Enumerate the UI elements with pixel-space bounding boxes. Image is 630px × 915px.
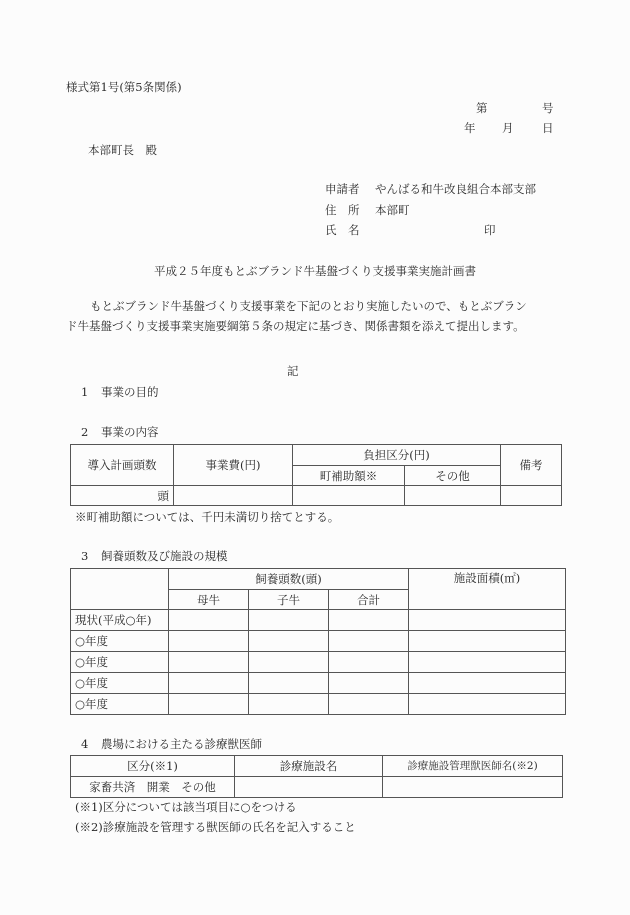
calf-cell[interactable] — [249, 652, 329, 673]
name-label: 氏 名 — [325, 223, 360, 237]
address-value: 本部町 — [375, 203, 410, 217]
facility-area-cell[interactable] — [409, 673, 566, 694]
project-cost-cell[interactable] — [174, 486, 293, 506]
row-label: 現状(平成○年) — [71, 610, 169, 631]
row-label: ○年度 — [71, 673, 169, 694]
ki-heading: 記 — [287, 364, 299, 378]
header-clinic-name: 診療施設名 — [235, 756, 383, 777]
header-category: 区分(※1) — [71, 756, 235, 777]
category-options[interactable]: 家畜共済 開業 その他 — [71, 777, 235, 798]
date-month-label: 月 — [502, 121, 514, 135]
total-cell[interactable] — [329, 673, 409, 694]
total-cell[interactable] — [329, 631, 409, 652]
town-subsidy-cell[interactable] — [293, 486, 405, 506]
calf-cell[interactable] — [249, 610, 329, 631]
seal-mark: 印 — [484, 223, 496, 237]
row-label: ○年度 — [71, 652, 169, 673]
section-2-title: 事業の内容 — [101, 425, 159, 439]
header-calf: 子牛 — [249, 590, 329, 610]
section-1-title: 事業の目的 — [101, 385, 159, 399]
facility-area-cell[interactable] — [409, 694, 566, 715]
header-project-cost: 事業費(円) — [174, 445, 293, 486]
facility-area-cell[interactable] — [409, 610, 566, 631]
total-cell[interactable] — [329, 610, 409, 631]
header-town-subsidy: 町補助額※ — [293, 466, 405, 486]
note-2: (※2)診療施設を管理する獣医師の氏名を記入すること — [75, 820, 356, 834]
document-title: 平成２５年度もとぶブランド牛基盤づくり支援事業実施計画書 — [154, 264, 476, 278]
table-row — [71, 631, 566, 652]
note-1: (※1)区分については該当項目に○をつける — [75, 800, 297, 814]
header-burden-division: 負担区分(円) — [293, 445, 501, 466]
date-year-label: 年 — [464, 121, 476, 135]
header-intro-heads: 導入計画頭数 — [71, 445, 174, 486]
header-other: その他 — [405, 466, 501, 486]
form-number: 様式第1号(第5条関係) — [66, 80, 182, 94]
table-row — [71, 673, 566, 694]
clinic-name-cell[interactable] — [235, 777, 383, 798]
document-number-suffix: 号 — [542, 101, 554, 115]
header-mother-cow: 母牛 — [169, 590, 249, 610]
veterinarian-table — [70, 755, 563, 798]
mother-cow-cell[interactable] — [169, 610, 249, 631]
mother-cow-cell[interactable] — [169, 631, 249, 652]
town-subsidy-note: ※町補助額については、千円未満切り捨てとする。 — [75, 510, 340, 524]
total-cell[interactable] — [329, 652, 409, 673]
applicant-value: やんばる和牛改良組合本部支部 — [375, 182, 536, 196]
applicant-label: 申請者 — [325, 182, 360, 196]
section-2-number: 2 — [81, 425, 89, 439]
heads-unit: 頭 — [157, 488, 169, 503]
section-4-number: 4 — [81, 737, 89, 751]
managing-vet-name-cell[interactable] — [383, 777, 563, 798]
calf-cell[interactable] — [249, 631, 329, 652]
section-4-title: 農場における主たる診療獣医師 — [101, 737, 262, 751]
heads-cell[interactable] — [71, 486, 174, 506]
document-number-prefix: 第 — [476, 101, 488, 115]
table-row — [71, 694, 566, 715]
facility-area-cell[interactable] — [409, 652, 566, 673]
livestock-facility-table — [70, 568, 566, 715]
intro-line-1: もとぶブランド牛基盤づくり支援事業を下記のとおり実施したいので、もとぶブラン — [90, 299, 527, 313]
table-row — [71, 610, 566, 631]
section-3-title: 飼養頭数及び施設の規模 — [101, 549, 228, 563]
header-managing-vet-name: 診療施設管理獣医師名(※2) — [383, 756, 563, 777]
header-livestock-count: 飼養頭数(頭) — [169, 569, 409, 590]
header-remarks: 備考 — [501, 445, 562, 486]
total-cell[interactable] — [329, 694, 409, 715]
table-row — [71, 777, 563, 798]
business-content-table — [70, 444, 562, 506]
header-blank — [71, 569, 169, 610]
section-1-number: 1 — [81, 385, 89, 399]
address-label: 住 所 — [325, 203, 360, 217]
table-row — [71, 486, 562, 506]
calf-cell[interactable] — [249, 673, 329, 694]
row-label: ○年度 — [71, 694, 169, 715]
addressee: 本部町長 殿 — [88, 143, 157, 157]
calf-cell[interactable] — [249, 694, 329, 715]
facility-area-cell[interactable] — [409, 631, 566, 652]
mother-cow-cell[interactable] — [169, 673, 249, 694]
mother-cow-cell[interactable] — [169, 694, 249, 715]
mother-cow-cell[interactable] — [169, 652, 249, 673]
table-row — [71, 652, 566, 673]
date-day-label: 日 — [542, 121, 554, 135]
intro-line-2: ド牛基盤づくり支援事業実施要綱第５条の規定に基づき、関係書類を添えて提出します。 — [66, 319, 525, 333]
header-facility-area: 施設面積(㎡) — [409, 569, 566, 610]
remarks-cell[interactable] — [501, 486, 562, 506]
row-label: ○年度 — [71, 631, 169, 652]
header-total: 合計 — [329, 590, 409, 610]
other-cell[interactable] — [405, 486, 501, 506]
section-3-number: 3 — [81, 549, 89, 563]
